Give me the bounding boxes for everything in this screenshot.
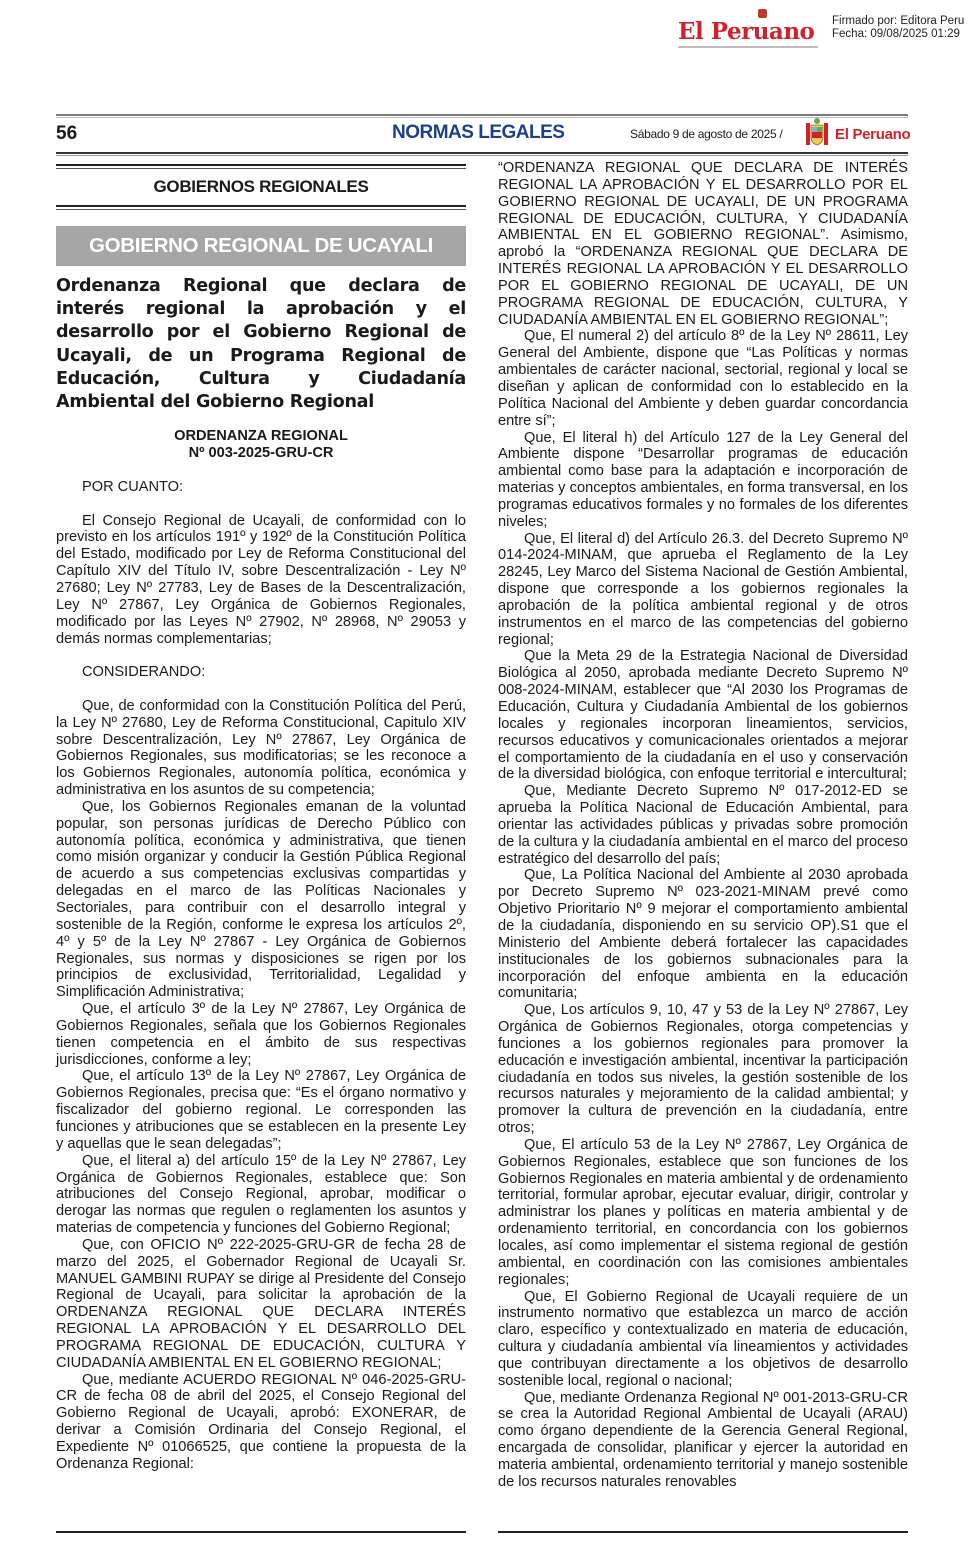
header-rule — [56, 117, 908, 118]
page-number: 56 — [56, 123, 78, 144]
ordinance-label: ORDENANZA REGIONAL — [174, 428, 348, 445]
category-rule — [56, 164, 466, 166]
paragraph: Que, mediante ACUERDO REGIONAL Nº 046-2025-GRU-CR de fecha 08 de abril del 2025, el Consejo Regional del Gobierno Regional de Ucayali, aprobó: EXONERAR, de derivar a Comisión Ordinaria del Consejo Regional, el Expediente Nº 01066525, que contiene la propuesta de la Ordenanza Regional: — [56, 1371, 466, 1472]
brand-name: El Peruano — [835, 126, 911, 143]
paragraph: Que, Mediante Decreto Supremo Nº 017-2012-ED se aprueba la Política Nacional de Educación Ambiental, para orientar las actividades públicas y privadas sobre promoción de la cultura y la ciudadanía ambiental en el marco del proceso estratégico del desarrollo del país; — [498, 783, 908, 867]
paragraph: Que, El literal h) del Artículo 127 de la Ley General del Ambiente dispone “Desarrollar programas de educación ambiental como base para la adaptación e incorporación de materias y conceptos ambientales, en forma transversal, en los programas educativos formales y no formales de los diferentes niveles; — [498, 429, 908, 530]
paragraph-continuation: “ORDENANZA REGIONAL QUE DECLARA DE INTERÉS REGIONAL LA APROBACIÓN Y EL DESARROLLO POR EL GOBIERNO REGIONAL DE UCAYALI, DE UN PROGRAMA REGIONAL DE EDUCACIÓN, CULTURA, Y CIUDADANÍA AMBIENTAL EN EL GOBIERNO REGIONAL”. Asimismo, aprobó la “ORDENANZA REGIONAL QUE DECLARA DE INTERÉS REGIONAL LA APROBACIÓN Y EL DESARROLLO POR EL GOBIERNO REGIONAL DE UCAYALI, DE UN PROGRAMA REGIONAL DE EDUCACIÓN, CULTURA, Y CIUDADANÍA AMBIENTAL EN EL GOBIERNO REGIONAL”; — [498, 160, 908, 328]
paragraph: Que, el literal a) del artículo 15º de la Ley Nº 27867, Ley Orgánica de Gobiernos Regionales, establece que: Son atribuciones del Consejo Regional, aprobar, modificar o derogar las normas que regulen o reglamenten los asuntos y materias de competencia y funciones del Gobierno Regional; — [56, 1152, 466, 1237]
header-rule — [56, 114, 908, 116]
paragraph: Que, de conformidad con la Constitución Política del Perú, la Ley Nº 27680, Ley de Reforma Constitucional, Capitulo XIV sobre Descentralización, Ley Nº 27867, Ley Orgánica de Gobiernos Regionales, sus modificatorias; se les reconoce a los Gobiernos Regionales, autonomía política, económica y administrativa en los asuntos de su competencia; — [56, 697, 466, 799]
header-rule — [56, 155, 908, 156]
category-heading: GOBIERNOS REGIONALES — [153, 177, 369, 196]
paragraph: Que, El numeral 2) del artículo 8º de la Ley Nº 28611, Ley General del Ambiente, dispone que “Las Políticas y normas ambientales de carácter nacional, sectorial, regional y local se diseñan y aplican de conformidad con lo establecido en la Política Nacional del Ambiente y deben guardar concordancia entre sí”; — [498, 328, 908, 429]
category-rule — [56, 205, 466, 207]
issue-date: Sábado 9 de agosto de 2025 / — [630, 127, 783, 141]
logo-text: El Peruano — [678, 18, 815, 45]
left-column — [56, 160, 466, 1473]
paragraph: Que la Meta 29 de la Estrategia Nacional de Diversidad Biológica al 2050, aprobada mediante Decreto Supremo Nº 008-2024-MINAM, establecer que “Al 2030 los Programas de Educación, Cultura y Ciudadanía Ambiental de los gobiernos locales y regionales incorporan lineamientos, servicios, recursos educativos y comunicacionales orientados a mejorar el comportamiento de la ciudadanía en el uso y conservación de la diversidad biológica, con enfoque territorial e intercultural; — [498, 648, 908, 783]
header-rule — [56, 152, 908, 154]
signature-date: Fecha: 09/08/2025 01:29 — [832, 28, 960, 40]
right-column — [498, 160, 908, 1491]
paragraph: Que, El literal d) del Artículo 26.3. del Decreto Supremo Nº 014-2024-MINAM, que aprueba el Reglamento de la Ley 28245, Ley Marco del Sistema Nacional de Gestión Ambiental, dispone que corresponde a los gobiernos regionales la aprobación de la política ambiental regional y de otros instrumentos en el marco de las competencias del gobierno regional; — [498, 530, 908, 648]
paragraph: Que, el artículo 13º de la Ley Nº 27867, Ley Orgánica de Gobiernos Regionales, precisa que: “Es el órgano normativo y fiscalizador del gobierno regional. Le corresponden las funciones y atribuciones que se establecen en la presente Ley y aquellas que le sean delegadas”; — [56, 1068, 466, 1152]
el-peruano-logo — [678, 18, 818, 48]
paragraph: Que, el artículo 3º de la Ley Nº 27867, Ley Orgánica de Gobiernos Regionales, señala que los Gobiernos Regionales tienen competencia en el ámbito de sus respectivas jurisdicciones, conforme a ley; — [56, 1001, 466, 1068]
paragraph: Que, La Política Nacional del Ambiente al 2030 aprobada por Decreto Supremo Nº 023-2021-MINAM prevé como Objetivo Prioritario Nº 9 mejorar el comportamiento ambiental de la ciudadanía, disponiendo en su servicio OP).S1 que el Ministerio del Ambiente deberá fortalecer las capacidades institucionales de los gobiernos subnacionales para la incorporación del enfoque ambienta en la educación comunitaria; — [498, 867, 908, 1002]
paragraph: Que, con OFICIO Nº 222-2025-GRU-GR de fecha 28 de marzo del 2025, el Gobernador Regional de Ucayali Sr. MANUEL GAMBINI RUPAY se dirige al Presidente del Consejo Regional de Ucayali, para solicitar la aprobación de la ORDENANZA REGIONAL QUE DECLARA INTERÉS REGIONAL LA APROBACIÓN Y EL DESARROLLO DEL PROGRAMA REGIONAL DE EDUCACIÓN, CULTURA Y CIUDADANÍA AMBIENTAL EN EL GOBIERNO REGIONAL; — [56, 1236, 466, 1371]
paragraph: Que, los Gobiernos Regionales emanan de la voluntad popular, son personas jurídicas de Derecho Público con autonomía política, económica y administrativa, que tienen como misión organizar y conducir la Gestión Pública Regional de acuerdo a sus competencias exclusivas compartidas y delegadas en el marco de las Políticas Nacionales y Sectoriales, para contribuir con el desarrollo integral y sostenible de la Región, conforme le expresa los artículos 2º, 4º y 5º de la Ley Nº 27867 - Ley Orgánica de Gobiernos Regionales, sus normas y disposiciones se rigen por los principios de exclusividad, Territorialidad, Legalidad y Simplificación Administrativa; — [56, 798, 466, 1001]
section-title: NORMAS LEGALES — [392, 122, 565, 143]
category-rule — [56, 168, 466, 169]
footer-rule — [498, 1531, 908, 1533]
article-title: Ordenanza Regional que declara de interés regional la aprobación y el desarrollo por el Gobierno Regional de Ucayali, de un Programa Regional de Educación, Cultura y Ciudadanía Ambiental del Gobierno Regional — [56, 275, 466, 413]
paragraph: Que, mediante Ordenanza Regional Nº 001-2013-GRU-CR se crea la Autoridad Regional Ambiental de Ucayali (ARAU) como órgano dependiente de la Gerencia General Regional, encargada de consolidar, planificar y ejercer la autoridad en materia ambiental, ordenamiento territorial y manejo sostenible de los recursos naturales renovables — [498, 1389, 908, 1490]
ordinance-number: Nº 003-2025-GRU-CR — [188, 445, 334, 462]
digital-signature-stamp — [678, 14, 964, 48]
institution-banner: GOBIERNO REGIONAL DE UCAYALI — [56, 226, 466, 266]
signed-by: Firmado por: Editora Peru — [832, 15, 965, 27]
crest-icon — [758, 9, 767, 18]
paragraph: Que, El Gobierno Regional de Ucayali requiere de un instrumento normativo que establezca un marco de acción claro, específico y contextualizado en materia de educación, cultura y ciudadanía ambiental vía lineamientos y actividades que contribuyan directamente a los objetivos de desarrollo sostenible local, regional o nacional; — [498, 1288, 908, 1389]
category-rule — [56, 209, 466, 210]
ordinance-heading — [56, 428, 466, 462]
considerando: CONSIDERANDO: — [82, 664, 206, 681]
logo-tagline — [678, 46, 818, 48]
intro-paragraph: El Consejo Regional de Ucayali, de conformidad con lo previsto en los artículos 191º y 192º de la Constitución Política del Estado, modificado por Ley de Reforma Constitucional del Capítulo XIV del Título IV, sobre Descentralización - Ley Nº 27680; Ley Nº 27783, Ley de Bases de la Descentralización, Ley Nº 27867, Ley Orgánica de Gobiernos Regionales, modificado por las Leyes Nº 27902, Nº 28968, Nº 29053 y demás normas complementarias; — [56, 512, 466, 647]
paragraph: Que, Los artículos 9, 10, 47 y 53 de la Ley Nº 27867, Ley Orgánica de Gobiernos Regionales, otorga competencias y funciones a los gobiernos regionales para promover la educación e investigación ambiental, incentivar la participación ciudadanía en todos sus niveles, la gestión sostenible de los recursos naturales y mejoramiento de la calidad ambiental; y promover la cultura de prevención en la ciudadanía, entre otros; — [498, 1002, 908, 1137]
coat-of-arms-icon — [805, 117, 829, 149]
footer-rule — [56, 1531, 466, 1533]
paragraph: Que, El artículo 53 de la Ley Nº 27867, Ley Orgánica de Gobiernos Regionales, establece que son funciones de los Gobiernos Regionales en materia ambiental y de ordenamiento territorial, formular aprobar, ejecutar evaluar, dirigir, controlar y administrar los planes y políticas en materia ambiental y de ordenamiento territorial, en concordancia con los gobiernos locales, así como implementar el sistema regional de gestión ambiental, en coordinación con las comisiones ambientales regionales; — [498, 1136, 908, 1288]
signature-text — [832, 15, 964, 41]
por-cuanto: POR CUANTO: — [82, 478, 184, 495]
